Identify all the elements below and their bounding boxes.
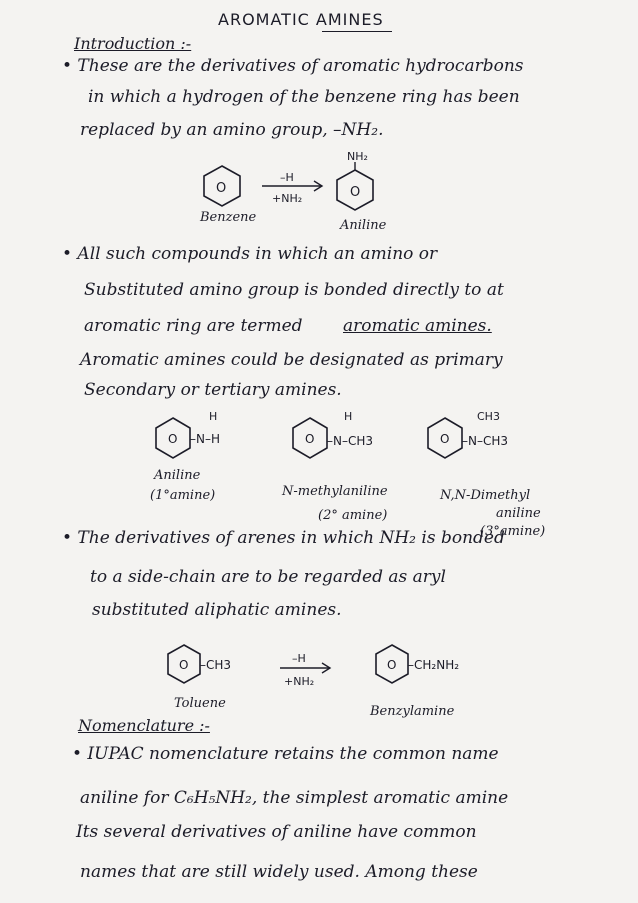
toluene-ring-letter: O (179, 658, 189, 672)
dimethylaniline-ch3: CH3 (477, 410, 500, 423)
amine1-type: (1°amine) (150, 488, 216, 503)
amine1-name: Aniline (154, 468, 201, 483)
para3-line2: to a side-chain are to be regarded as aryl (90, 567, 446, 587)
para4-line3: Its several derivatives of aniline have common (76, 822, 477, 842)
amine-structures (145, 408, 605, 468)
aniline-struct-ring-letter: O (168, 432, 178, 446)
para2-line1: • All such compounds in which an amino or (62, 244, 438, 264)
methylaniline-group: –N–CH3 (327, 434, 374, 448)
reaction2-arrow-top: –H (292, 652, 306, 665)
para1-line3: replaced by an amino group, –NH₂. (80, 120, 384, 140)
nomenclature-heading: Nomenclature :- (78, 716, 210, 735)
reaction1-arrow-bottom: +NH₂ (272, 192, 303, 205)
aniline-struct-h: H (209, 410, 218, 423)
aniline-label: Aniline (340, 218, 387, 233)
dimethylaniline-group: –N–CH3 (462, 434, 509, 448)
methylaniline-ring-letter: O (305, 432, 315, 446)
benzylamine-group: –CH₂NH₂ (408, 658, 460, 672)
benzene-label: Benzene (200, 210, 257, 225)
para1-line2: in which a hydrogen of the benzene ring has been (88, 87, 520, 107)
para1-line1: • These are the derivatives of aromatic hydrocarbons (62, 56, 524, 76)
toluene-to-benzylamine-scheme (160, 640, 520, 695)
title-underline (322, 31, 392, 32)
benzylamine-ring-letter: O (387, 658, 397, 672)
reaction2-arrow-bottom: +NH₂ (284, 675, 315, 688)
aniline-nh2: NH₂ (347, 150, 368, 163)
intro-heading: Introduction :- (74, 34, 192, 53)
amine2-name: N-methylaniline (282, 484, 388, 499)
aniline-ring-letter: O (350, 185, 361, 200)
para2-line3: aromatic ring are termed (84, 316, 303, 336)
dimethylaniline-ring-letter: O (440, 432, 450, 446)
para2-line5: Secondary or tertiary amines. (84, 380, 342, 400)
para2-line4: Aromatic amines could be designated as primary (80, 350, 503, 370)
para2-line2: Substituted amino group is bonded directly to at (84, 280, 504, 300)
aniline-struct-group: –N–H (190, 432, 220, 446)
amine3-type: (3°amine) (480, 524, 546, 539)
amine3-name: N,N-Dimethyl (440, 488, 531, 503)
term-aromatic-amines: aromatic amines. (343, 316, 492, 336)
para4-line4: names that are still widely used. Among these (80, 862, 478, 882)
para3-line1: • The derivatives of arenes in which NH₂ is bonded (62, 528, 505, 548)
page-title: AROMATIC AMINES (218, 10, 384, 29)
methylaniline-h: H (344, 410, 353, 423)
reaction1-arrow-top: –H (280, 171, 294, 184)
toluene-group: –CH3 (200, 658, 232, 672)
para4-line1: • IUPAC nomenclature retains the common name (72, 744, 499, 764)
benzene-ring-letter: O (216, 181, 227, 196)
amine2-type: (2° amine) (318, 508, 388, 523)
amine3-name2: aniline (496, 506, 541, 521)
para4-line2: aniline for C₆H₅NH₂, the simplest aromatic amine (80, 788, 509, 808)
para3-line3: substituted aliphatic amines. (92, 600, 342, 620)
benzylamine-label: Benzylamine (370, 704, 455, 719)
toluene-label: Toluene (174, 696, 226, 711)
